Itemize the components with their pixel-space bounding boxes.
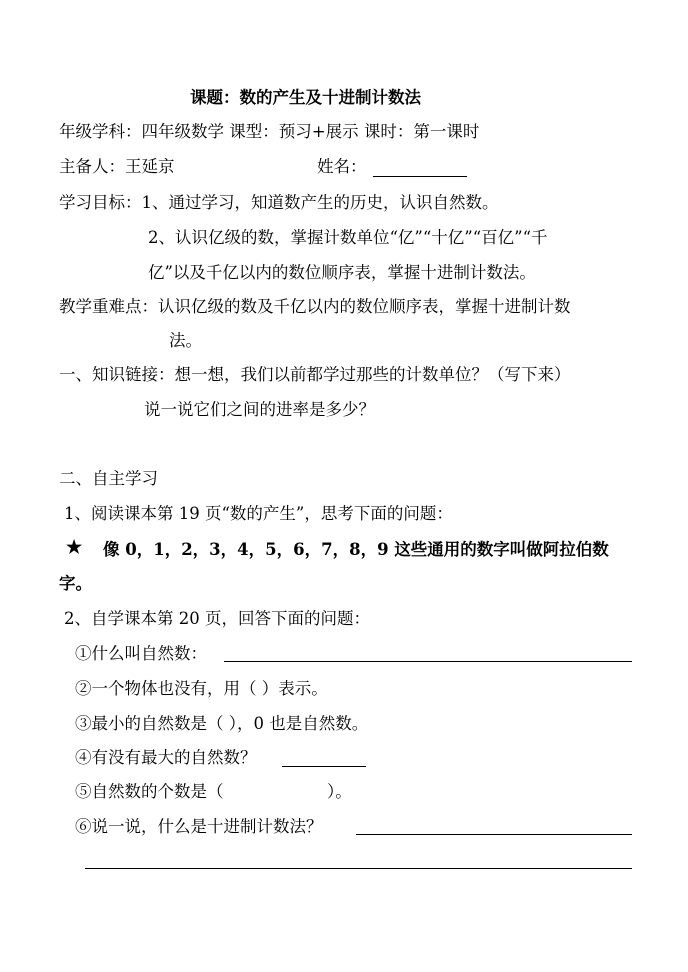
extra-answer-line[interactable]	[85, 868, 632, 869]
question-3: ③最小的自然数是（ ），0 也是自然数。	[75, 714, 369, 733]
question-6-answer-line[interactable]	[356, 834, 632, 835]
preparer-label: 主备人：王延京	[59, 157, 175, 176]
question-1-answer-line[interactable]	[224, 661, 632, 662]
question-6: ⑥说一说，什么是十进制计数法？	[75, 817, 323, 836]
objective-line-2: 2、认识亿级的数，掌握计数单位“亿”“十亿”“百亿”“千	[148, 228, 548, 247]
reading-task: 1、阅读课本第 19 页“数的产生”，思考下面的问题：	[64, 504, 453, 523]
key-points-line-2: 法。	[169, 331, 202, 350]
objective-line-3: 亿”以及千亿以内的数位顺序表，掌握十进制计数法。	[148, 263, 536, 282]
question-5-start: ⑤自然数的个数是（	[75, 782, 224, 801]
knowledge-link-line-1: 一、知识链接：想一想，我们以前都学过那些的计数单位？（写下来）	[59, 365, 571, 384]
question-4-answer-line[interactable]	[282, 766, 366, 767]
page-title: 课题：数的产生及十进制计数法	[190, 88, 421, 107]
name-blank[interactable]	[373, 176, 467, 177]
question-1: ①什么叫自然数：	[75, 644, 207, 663]
question-4: ④有没有最大的自然数？	[75, 748, 257, 767]
key-points-line-1: 教学重难点：认识亿级的数及千亿以内的数位顺序表，掌握十进制计数	[59, 297, 571, 316]
arabic-numerals-note-1: 像 0，1，2，3，4，5，6，7，8，9 这些通用的数字叫做阿拉伯数	[103, 540, 609, 559]
objective-line-1: 学习目标：1、通过学习，知道数产生的历史，认识自然数。	[59, 193, 499, 212]
arabic-numerals-note-2: 字。	[59, 574, 92, 593]
question-5-end: ）。	[327, 782, 352, 801]
self-study-task: 2、自学课本第 20 页，回答下面的问题：	[64, 609, 370, 628]
question-2: ②一个物体也没有，用（ ）表示。	[75, 679, 328, 698]
grade-info-line: 年级学科：四年级数学 课型：预习+展示 课时：第一课时	[59, 122, 480, 141]
self-study-heading: 二、自主学习	[59, 469, 158, 488]
knowledge-link-line-2: 说一说它们之间的进率是多少？	[144, 400, 375, 419]
name-label: 姓名：	[317, 157, 367, 176]
star-icon: ★	[66, 537, 83, 558]
